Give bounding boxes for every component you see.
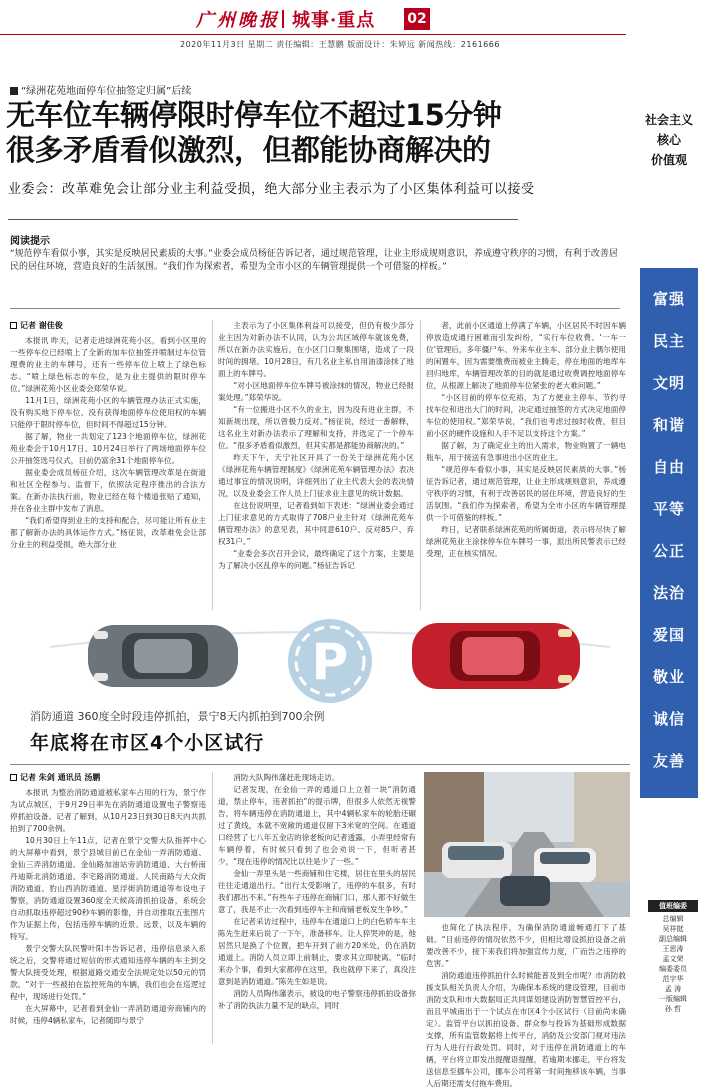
paragraph: 据了解，物业一共划定了123个地面停车位，绿洲花苑业委会于10月17日、10月24日举行了两场地面停车位公开抽签选号仪式，目前仍富余31个地面停车位。 <box>10 432 206 465</box>
paragraph: 昨日，记者联系绿洲花苑的所属街道，表示将尽快了解绿洲花苑业主涂抹停车位车牌号一事，派出所民警表示已经受理，正在核实情况。 <box>426 525 626 558</box>
staff-line: 一版编辑 <box>659 995 687 1003</box>
paragraph: “规范停车看似小事，其实是反映居民素质的大事。”杨征告诉记者，通过规范管理，让业主形成规则意识，养成遵守秩序的习惯，有利于改善居民的居住环境，营造良好的生活氛围。“我们作为探索者，希望为全市小区的车辆管理提供一个可借鉴的样板。” <box>426 465 626 522</box>
second-story-column-3 <box>426 922 626 1088</box>
column-divider <box>212 320 213 610</box>
lead-title: 阅读提示 <box>10 236 50 247</box>
subhead-rule <box>8 219 518 220</box>
paragraph: “小区目前的停车位充裕，为了方便业主停车、节约寻找车位和进出大门的时间，决定通过抽签的方式决定地面停车位的使用权。”郑荣华说，“我们也考虑过按时收费，但目前小区的硬件设施和人手不足以支持这个方案。” <box>426 393 626 438</box>
masthead-rule <box>0 34 626 35</box>
value-word: 富强 <box>652 290 685 308</box>
paragraph: “对小区地面停车位车牌号被涂抹的情况，物业已经报案处理。”郑荣华说。 <box>218 381 414 402</box>
paper-name: 广州晚报 <box>196 10 280 31</box>
masthead <box>0 0 708 38</box>
second-story-column-2 <box>218 772 416 1044</box>
subheadline: 业委会：改革难免会让部分业主利益受损，绝大部分业主表示为了小区集体利益可以接受 <box>8 182 535 197</box>
paragraph: 也简化了执法程序，为确保消防通道畅通打下了基础。“目前违停的情况依然不少，但相比增设抓拍设备之前要改善不少，接下来我们将加强宣传力度，广而告之违停的危害。” <box>426 923 626 968</box>
paragraph: 主表示为了小区集体利益可以接受，但仍有极少部分业主因为对新办法不认同，认为公共区域停车就该免费，所以在新办法实施后，在小区门口聚集围堵，造成了一段时间的拥堵。10月28日，有几名业主私自用油漆涂抹了地面上的车牌号。 <box>218 321 414 378</box>
page-number: 02 <box>404 8 430 30</box>
value-word: 文明 <box>652 374 685 392</box>
value-word: 平等 <box>652 500 685 518</box>
paragraph: 景宁交警大队民警叶阳丰告诉记者，违停信息录入系统之后，交警将通过短信的形式通知违停车辆的车主到交警大队接受处理，根据道路交通安全法规定处以50元的罚款。“对于一些被拍在监控死角的车辆，我们也会在巡逻过程中，现场进行处罚。” <box>10 944 206 1001</box>
paragraph: “有一位搬进小区不久的业主，因为没有进业主群，不知新规出现，所以曾极力反对。”杨征说，经过一番解释，这名业主对新办法表示了理解和支持，并选定了一个停车位。“很多矛盾看似激烈，但其实都是都能协商解决的。” <box>218 405 414 450</box>
paragraph: 据业委会成员杨征介绍，这次车辆管理改革是在街道和社区全程参与、监督下，依照法定程序推出的合法方案。在新办法执行前，物业已经在每个楼道张贴了通知，并在各业主群中发布了消息。 <box>10 468 206 513</box>
staff-line: 总编辑 <box>662 915 684 923</box>
value-word: 敬业 <box>652 668 685 686</box>
illustration-rule <box>10 764 630 765</box>
top-story-column-1 <box>10 320 206 610</box>
paragraph: 者，此前小区通道上停满了车辆，小区居民不时因车辆停放造成通行困难而引发纠纷，“实行车位收费、‘一车一位’管理后，多年僵尸车、外来车业主车、部分业主偶尔使用的闲置车，因为需要缴费而被业主腾走，停在地面的地库车回归地库，车辆管理改革的目的就是通过收费调控地面停车位，从根源上解决了地面停车位紧张的老大难问题。” <box>426 321 626 390</box>
masthead-separator <box>282 10 284 28</box>
paragraph: 本报讯 为整治消防通道被私家车占用的行为，景宁作为试点城区，于9月29日率先在消防通道设置电子警察违停抓拍设备。记者了解到，从10月23日到30日8天内共抓拍到了700余例。 <box>10 788 206 833</box>
paragraph: 消防通道违停抓拍什么时候能普及到全市呢？市消防救援支队相关负责人介绍，为确保本系统的建设管理，目前市消防支队和市大数据局正共同谋划建设消防智慧管控平台，而且平城南出于一个试点在市区4个小区试行（目前尚未确定）。监管平台以抓拍设备、群众参与投诉为基础形成数据支撑，所有监管数据将上传平台，消防及公安部门视对违法行为人进行行政处罚。同时，对于违停在消防通道上的车辆，平台将立即发出提醒语提醒，若逾期未挪走，平台将发送信息至挪车公司，挪车公司将第一时间拖移该车辆，当事人后期还需支付拖车费用。 <box>426 971 626 1088</box>
box-icon <box>10 322 17 329</box>
paragraph: 11月1日，绿洲花苑小区的车辆管理办法正式实施，没有购买地下停车位、没有获得地面停车位使用权的车辆只能停于限时停车位，但时间不得超过15分钟。 <box>10 396 206 429</box>
staff-line: 王思涛 <box>662 945 684 953</box>
lead-text: “规范停车看似小事，其实是反映居民素质的大事。”业委会成员杨征告诉记者，通过规范管理，让业主形成规则意识，养成遵守秩序的习惯，有利于改善居民的居住环境，营造良好的生活氛围。“我们作为探索者，希望为全市小区的车辆管理提供一个可借鉴的样板。” <box>10 249 618 272</box>
red-car-icon <box>412 623 580 689</box>
staff-line: 孟 涛 <box>664 985 682 993</box>
column-divider <box>212 772 213 1044</box>
paragraph: 在大屏幕中，记者看到金仙一弄消防通道旁商铺内的时候，违停4辆私家车，记者随即与景宁 <box>10 1004 206 1025</box>
value-word: 民主 <box>652 332 685 350</box>
paragraph: “我们希望得到业主的支持和配合，尽可能让所有业主都了解新办法的具体运作方式。”杨征说，改革难免会让部分业主的利益受损，绝大部分业 <box>10 516 206 549</box>
value-word: 法治 <box>652 584 685 602</box>
paragraph: 在记者采访过程中，违停车在通道口上的白色轿车车主陈先生赶来后说了一下午，准备移车。让人猝哭冲的是，他居然只是换了个位置，把车开到了前方20米处，仍在消防通道上。消防人员立即上前制止，要求其立即驶离。“临时来办个事，看到大家都停在这里，我也就停下来了，真没注意到是消防通道。”陈先生如是说。 <box>218 917 416 986</box>
byline-text: 记者 谢佳俊 <box>20 321 63 330</box>
gray-car-icon <box>88 625 238 687</box>
street-photo-graphic <box>424 772 630 917</box>
staff-line: 编委委员 <box>659 965 687 973</box>
staff-line: 孟文荣 <box>662 955 684 963</box>
value-word: 自由 <box>652 458 685 476</box>
value-word: 和谐 <box>652 416 685 434</box>
staff-heading: 值班编委 <box>648 900 698 912</box>
paragraph: 10月30日上午11点，记者在景宁交警大队指挥中心的大屏幕中看到，景宁县城目前已在金仙一弄消防通道、金仙三弄消防通道、金仙路加油站旁消防通道、大台桥南丹迪斯北消防通道、李宅路消防通道、人民南路与大众街消防通道、豹山西消防通道、星浮街消防通道等布设电子警察，消防通道设置360度全天候高清抓拍设备，系统会自动抓取违停超过90秒车辆的影像，并自动推取五张图片作为证据上传，包括违停车辆的近景、远景，以及车辆的特写。 <box>10 836 206 941</box>
story-kicker <box>10 82 191 97</box>
square-bullet-icon <box>10 87 18 95</box>
top-story-column-2 <box>218 320 414 610</box>
illustration-caption: 消防通道 360度全时段违停抓拍，景宁8天内抓拍到700余例 <box>30 710 325 723</box>
paragraph: 金仙一弄里头是一些商铺和住宅楼，居住在里头的居民往往走通道出行。“出行太受影响了，违停的车很多，有时我们都出不来。”有些车子违停在商铺门口，那人都不好做生意了，我是不止一次看到违停车主和商铺老板发生争吵。” <box>218 869 416 914</box>
paragraph: “业委会多次召开会议，最终确定了这个方案，主要是为了解决小区乱停车的问题。”杨征告诉记 <box>218 549 414 570</box>
parking-sign-icon <box>288 619 372 703</box>
staff-line: 范宇华 <box>662 975 684 983</box>
second-story-column-1 <box>10 772 206 1044</box>
top-story-byline <box>10 320 206 332</box>
issue-meta: 2020年11月3日 星期二 责任编辑：王慧鹏 版面设计：朱婷远 新闻热线：2161666 <box>180 40 500 49</box>
headline-line-2: 很多矛盾看似激烈，但都能协商解决的 <box>6 133 491 167</box>
street-photo <box>424 772 630 917</box>
staff-line: 吴祥挺 <box>662 925 684 933</box>
headline-line-1: 无车位车辆停限时停车位不超过15分钟 <box>6 98 502 132</box>
paragraph: 据了解，为了确定业主的出入需求，物业购置了一辆电瓶车，用于接送有急事进出小区的业主。 <box>426 441 626 462</box>
section-title: 城事·重点 <box>292 10 376 31</box>
sidebar-title-line: 社会主义 <box>644 113 693 127</box>
paragraph: 消防大队陶伟藩赶赴现场走访。 <box>233 773 340 782</box>
column-divider <box>420 320 421 610</box>
sidebar-title-line: 价值观 <box>650 153 687 167</box>
value-word: 爱国 <box>652 626 685 644</box>
top-story-column-3 <box>426 320 626 610</box>
value-word: 公正 <box>652 542 685 560</box>
kicker-text: “绿洲花苑地面停车位抽签定归属”后续 <box>21 86 192 97</box>
paragraph: 消防人员陶伟藩表示，被设的电子警察违停抓拍设备弥补了消防执法力量不足的缺点，同时 <box>218 989 416 1010</box>
staff-line: 孙 哲 <box>664 1005 682 1013</box>
staff-box <box>648 900 698 1014</box>
second-headline: 年底将在市区4个小区试行 <box>30 732 265 754</box>
paragraph: 记者发现，在金仙一弄的通道口上立着一块“消防通道，禁止停车，违者抓拍”的提示牌，但很多人依然无视警告，将车辆违停在消防通道上，其中4辆私家车的轮胎还碾过了黄线，本就不宽敞的通道仅留下3米宽的空间。在通道口经营了七八年五金店的徐老板向记者透露，小弄里经常有车辆停着，有时候只看到了也会劝说一下，但听者甚少，“现在违停的情况比以往是少了一些。” <box>218 785 416 866</box>
value-word: 友善 <box>652 752 685 770</box>
paragraph: 昨天下午，天宁社区开具了一份关于绿洲花苑小区《绿洲花苑车辆管理制度》《绿洲花苑车辆管理办法》表决通过事宜的情况说明，详细列出了业主代表大会的表决情况，以及业委会工作人员上门征求业主意见的统计数据。 <box>218 453 414 498</box>
parking-symbol: P <box>311 633 349 691</box>
main-headline <box>6 98 626 168</box>
byline-text: 记者 朱剑 通讯员 汤鹏 <box>20 773 101 782</box>
second-story-byline <box>10 772 206 784</box>
paragraph: 本报讯 昨天，记者走进绿洲花苑小区，看到小区里的一些停车位已经喷上了全新的加车位抽签并喷制过车位管理费的业主的车牌号，还有一些停车位上喷上了绿色标志。“喷上绿色标志的车位，是为业主提供的限时停车位。”绿洲花苑小区业委会郑荣华说。 <box>10 336 206 393</box>
lead-rule <box>10 308 620 309</box>
value-word: 诚信 <box>652 710 685 728</box>
sidebar-title <box>640 110 698 170</box>
sidebar-title-line: 核心 <box>656 133 681 147</box>
box-icon <box>10 774 17 781</box>
paragraph: 在这份说明里，记者看到如下表述：“绿洲业委会通过上门征求意见的方式取得了708户业主针对《绿洲花苑车辆管理办法》的意见表，其中同意610户、反对85户、弃权31户。” <box>218 501 414 546</box>
staff-line: 副总编辑 <box>659 935 687 943</box>
